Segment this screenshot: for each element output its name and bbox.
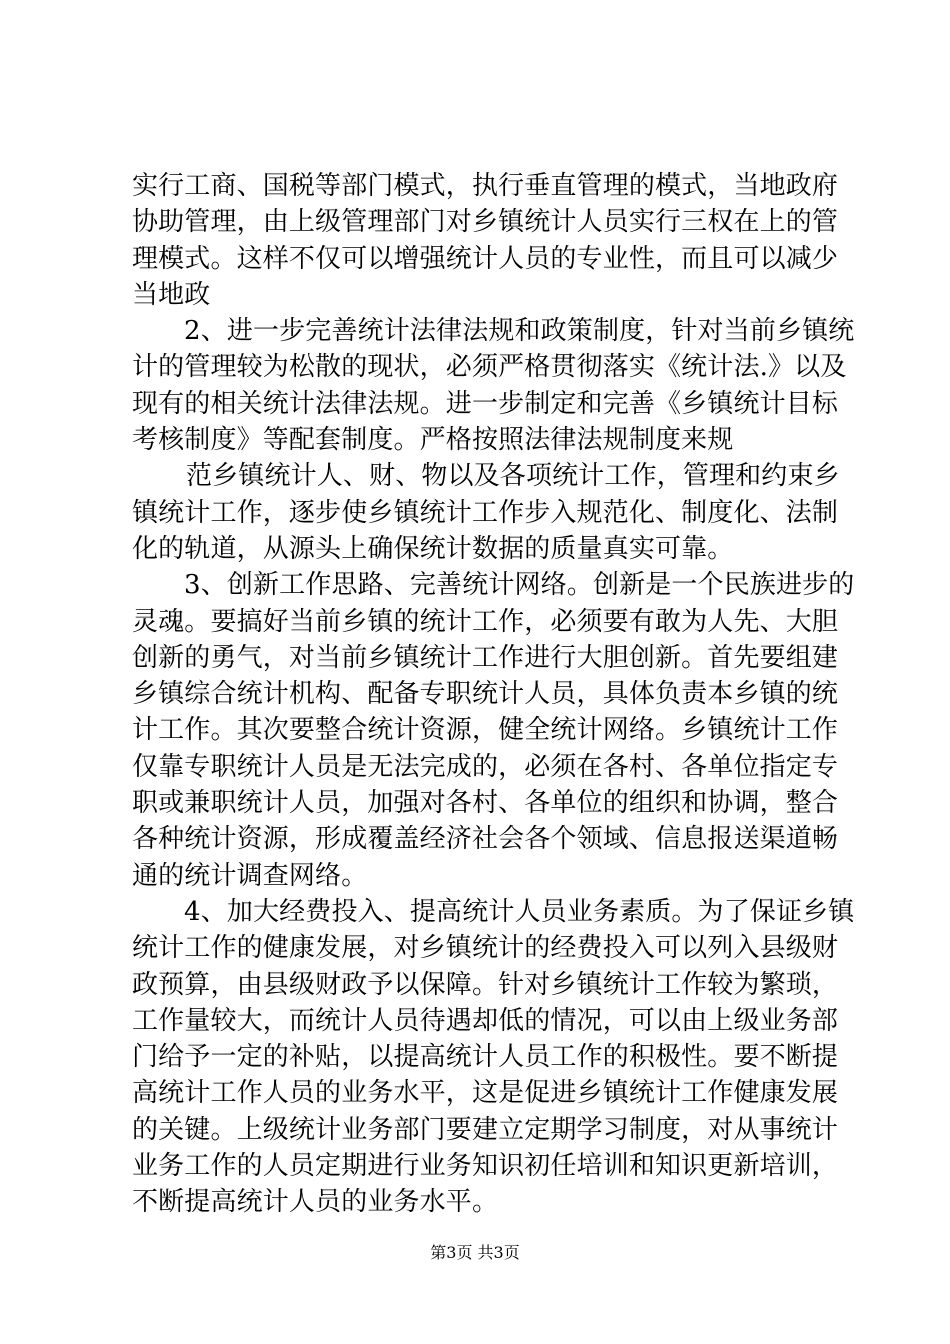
paragraph-3-start: 3、创新工作思路、完善统计网络。创新是一个民族进步的 xyxy=(184,570,855,601)
text-line: 当地政 xyxy=(132,279,211,310)
text-line: 统计工作的健康发展，对乡镇统计的经费投入可以列入县级财 xyxy=(132,933,839,964)
text-line: 业务工作的人员定期进行业务知识初任培训和知识更新培训， xyxy=(132,1151,839,1182)
text-line: 门给予一定的补贴，以提高统计人员工作的积极性。要不断提 xyxy=(132,1042,839,1073)
text-line: 各种统计资源，形成覆盖经济社会各个领域、信息报送渠道畅 xyxy=(132,824,839,855)
paragraph-4-start: 4、加大经费投入、提高统计人员业务素质。为了保证乡镇 xyxy=(184,896,855,927)
text-line: 计工作。其次要整合统计资源，健全统计网络。乡镇统计工作 xyxy=(132,715,839,746)
text-line: 理模式。这样不仅可以增强统计人员的专业性，而且可以减少 xyxy=(132,243,839,274)
text-line: 现有的相关统计法律法规。进一步制定和完善《乡镇统计目标 xyxy=(132,388,839,419)
text-line: 实行工商、国税等部门模式，执行垂直管理的模式，当地政府 xyxy=(132,171,839,201)
paragraph-continuation-start: 范乡镇统计人、财、物以及各项统计工作，管理和约束乡 xyxy=(186,461,840,492)
text-line: 考核制度》等配套制度。严格按照法律法规制度来规 xyxy=(132,425,734,456)
text-line: 化的轨道，从源头上确保统计数据的质量真实可靠。 xyxy=(132,533,734,564)
paragraph-2-start: 2、进一步完善统计法律法规和政策制度，针对当前乡镇统 xyxy=(184,316,855,347)
text-line: 乡镇综合统计机构、配备专职统计人员，具体负责本乡镇的统 xyxy=(132,679,839,710)
body-text xyxy=(132,168,855,1221)
text-line: 仅靠专职统计人员是无法完成的，必须在各村、各单位指定专 xyxy=(132,751,839,782)
text-line: 政预算，由县级财政予以保障。针对乡镇统计工作较为繁琐， xyxy=(132,969,839,1000)
text-line: 工作量较大，而统计人员待遇却低的情况，可以由上级业务部 xyxy=(132,1005,839,1036)
text-line: 创新的勇气，对当前乡镇统计工作进行大胆创新。首先要组建 xyxy=(132,642,839,673)
text-line: 职或兼职统计人员，加强对各村、各单位的组织和协调，整合 xyxy=(132,788,839,819)
text-line: 通的统计调查网络。 xyxy=(132,860,368,891)
page-number-footer: 第3页 共3页 xyxy=(430,1243,520,1262)
text-line: 的关键。上级统计业务部门要建立定期学习制度，对从事统计 xyxy=(132,1114,839,1145)
text-line: 高统计工作人员的业务水平，这是促进乡镇统计工作健康发展 xyxy=(132,1078,839,1109)
text-line: 计的管理较为松散的现状，必须严格贯彻落实《统计法.》以及 xyxy=(132,352,847,383)
text-line: 不断提高统计人员的业务水平。 xyxy=(132,1187,499,1218)
text-line: 镇统计工作，逐步使乡镇统计工作步入规范化、制度化、法制 xyxy=(132,497,839,528)
text-line: 协助管理，由上级管理部门对乡镇统计人员实行三权在上的管 xyxy=(132,207,839,238)
text-line: 灵魂。要搞好当前乡镇的统计工作，必须要有敢为人先、大胆 xyxy=(132,606,839,637)
